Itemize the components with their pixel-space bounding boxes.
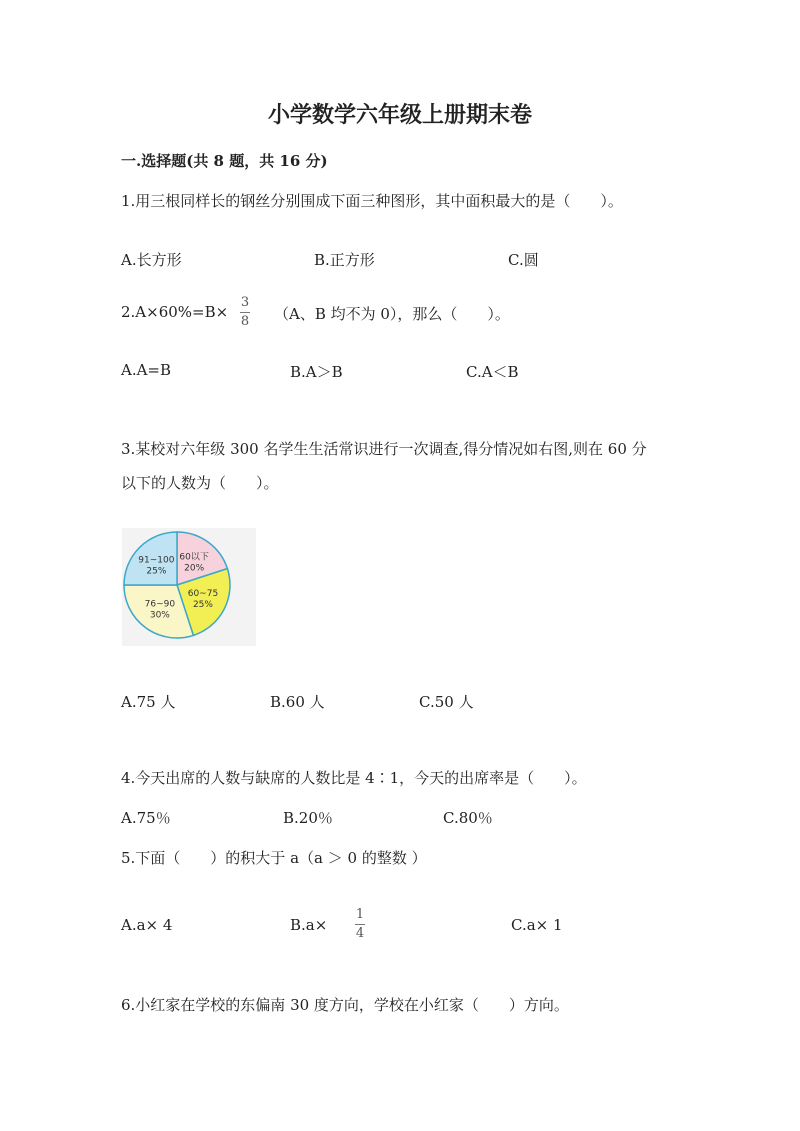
question-3-option-a: A.75 人: [121, 693, 176, 711]
fraction-numerator: 3: [240, 295, 250, 310]
pie-slice-label-2: 76~90: [144, 599, 176, 610]
pie-slice-label-1: 60~75: [187, 589, 219, 600]
question-6-stem: 6.小红家在学校的东偏南 30 度方向，学校在小红家（ ）方向。: [121, 996, 569, 1014]
question-1-stem: 1.用三根同样长的钢丝分别围成下面三种图形，其中面积最大的是（ ）。: [121, 192, 623, 210]
fraction-denominator: 4: [355, 926, 365, 941]
question-4-option-a: A.75％: [121, 809, 171, 827]
pie-chart-svg: [122, 528, 256, 646]
fraction-numerator: 1: [355, 907, 365, 922]
question-2-option-a: A.A=B: [121, 361, 172, 379]
pie-slice-value-1: 25%: [192, 600, 213, 611]
question-5-option-a: A.a× 4: [121, 916, 173, 934]
fraction-bar: [355, 924, 365, 925]
fraction-denominator: 8: [240, 314, 250, 329]
question-4-option-b: B.20％: [283, 809, 333, 827]
pie-slice-label-3: 91~100: [138, 555, 175, 566]
pie-slice-value-0: 20%: [184, 563, 205, 574]
pie-slice-value-3: 25%: [146, 566, 167, 577]
page-title: 小学数学六年级上册期末卷: [267, 102, 532, 128]
question-1-option-a: A.长方形: [121, 251, 182, 269]
question-5-option-b: B.a×: [290, 916, 328, 934]
pie-chart: [122, 528, 256, 646]
question-5-stem: 5.下面（ ）的积大于 a（a ＞ 0 的整数 ）: [121, 849, 427, 867]
question-3-option-c: C.50 人: [419, 693, 474, 711]
question-4-stem: 4.今天出席的人数与缺席的人数比是 4∶1，今天的出席率是（ ）。: [121, 769, 587, 787]
pie-slice-value-2: 30%: [149, 610, 170, 621]
question-5-fraction: [355, 908, 365, 941]
fraction-bar: [240, 312, 250, 313]
question-2-fraction: [240, 296, 250, 329]
question-2-option-c: C.A＜B: [466, 363, 519, 381]
question-1-option-c: C.圆: [508, 251, 539, 269]
section-heading: 一.选择题(共 8 题，共 16 分): [121, 152, 328, 170]
question-2-option-b: B.A＞B: [290, 363, 343, 381]
question-2-stem-pre: 2.A×60%=B×: [121, 303, 229, 321]
question-3-option-b: B.60 人: [270, 693, 325, 711]
question-2-stem-post: （A、B 均不为 0），那么（ ）。: [274, 305, 510, 323]
question-1-option-b: B.正方形: [314, 251, 375, 269]
question-4-option-c: C.80％: [443, 809, 493, 827]
question-3-stem-line2: 以下的人数为（ ）。: [121, 474, 279, 492]
question-5-option-c: C.a× 1: [511, 916, 563, 934]
question-3-stem-line1: 3.某校对六年级 300 名学生生活常识进行一次调查,得分情况如右图,则在 60 分: [121, 440, 647, 458]
pie-slice-label-0: 60以下: [179, 552, 209, 563]
